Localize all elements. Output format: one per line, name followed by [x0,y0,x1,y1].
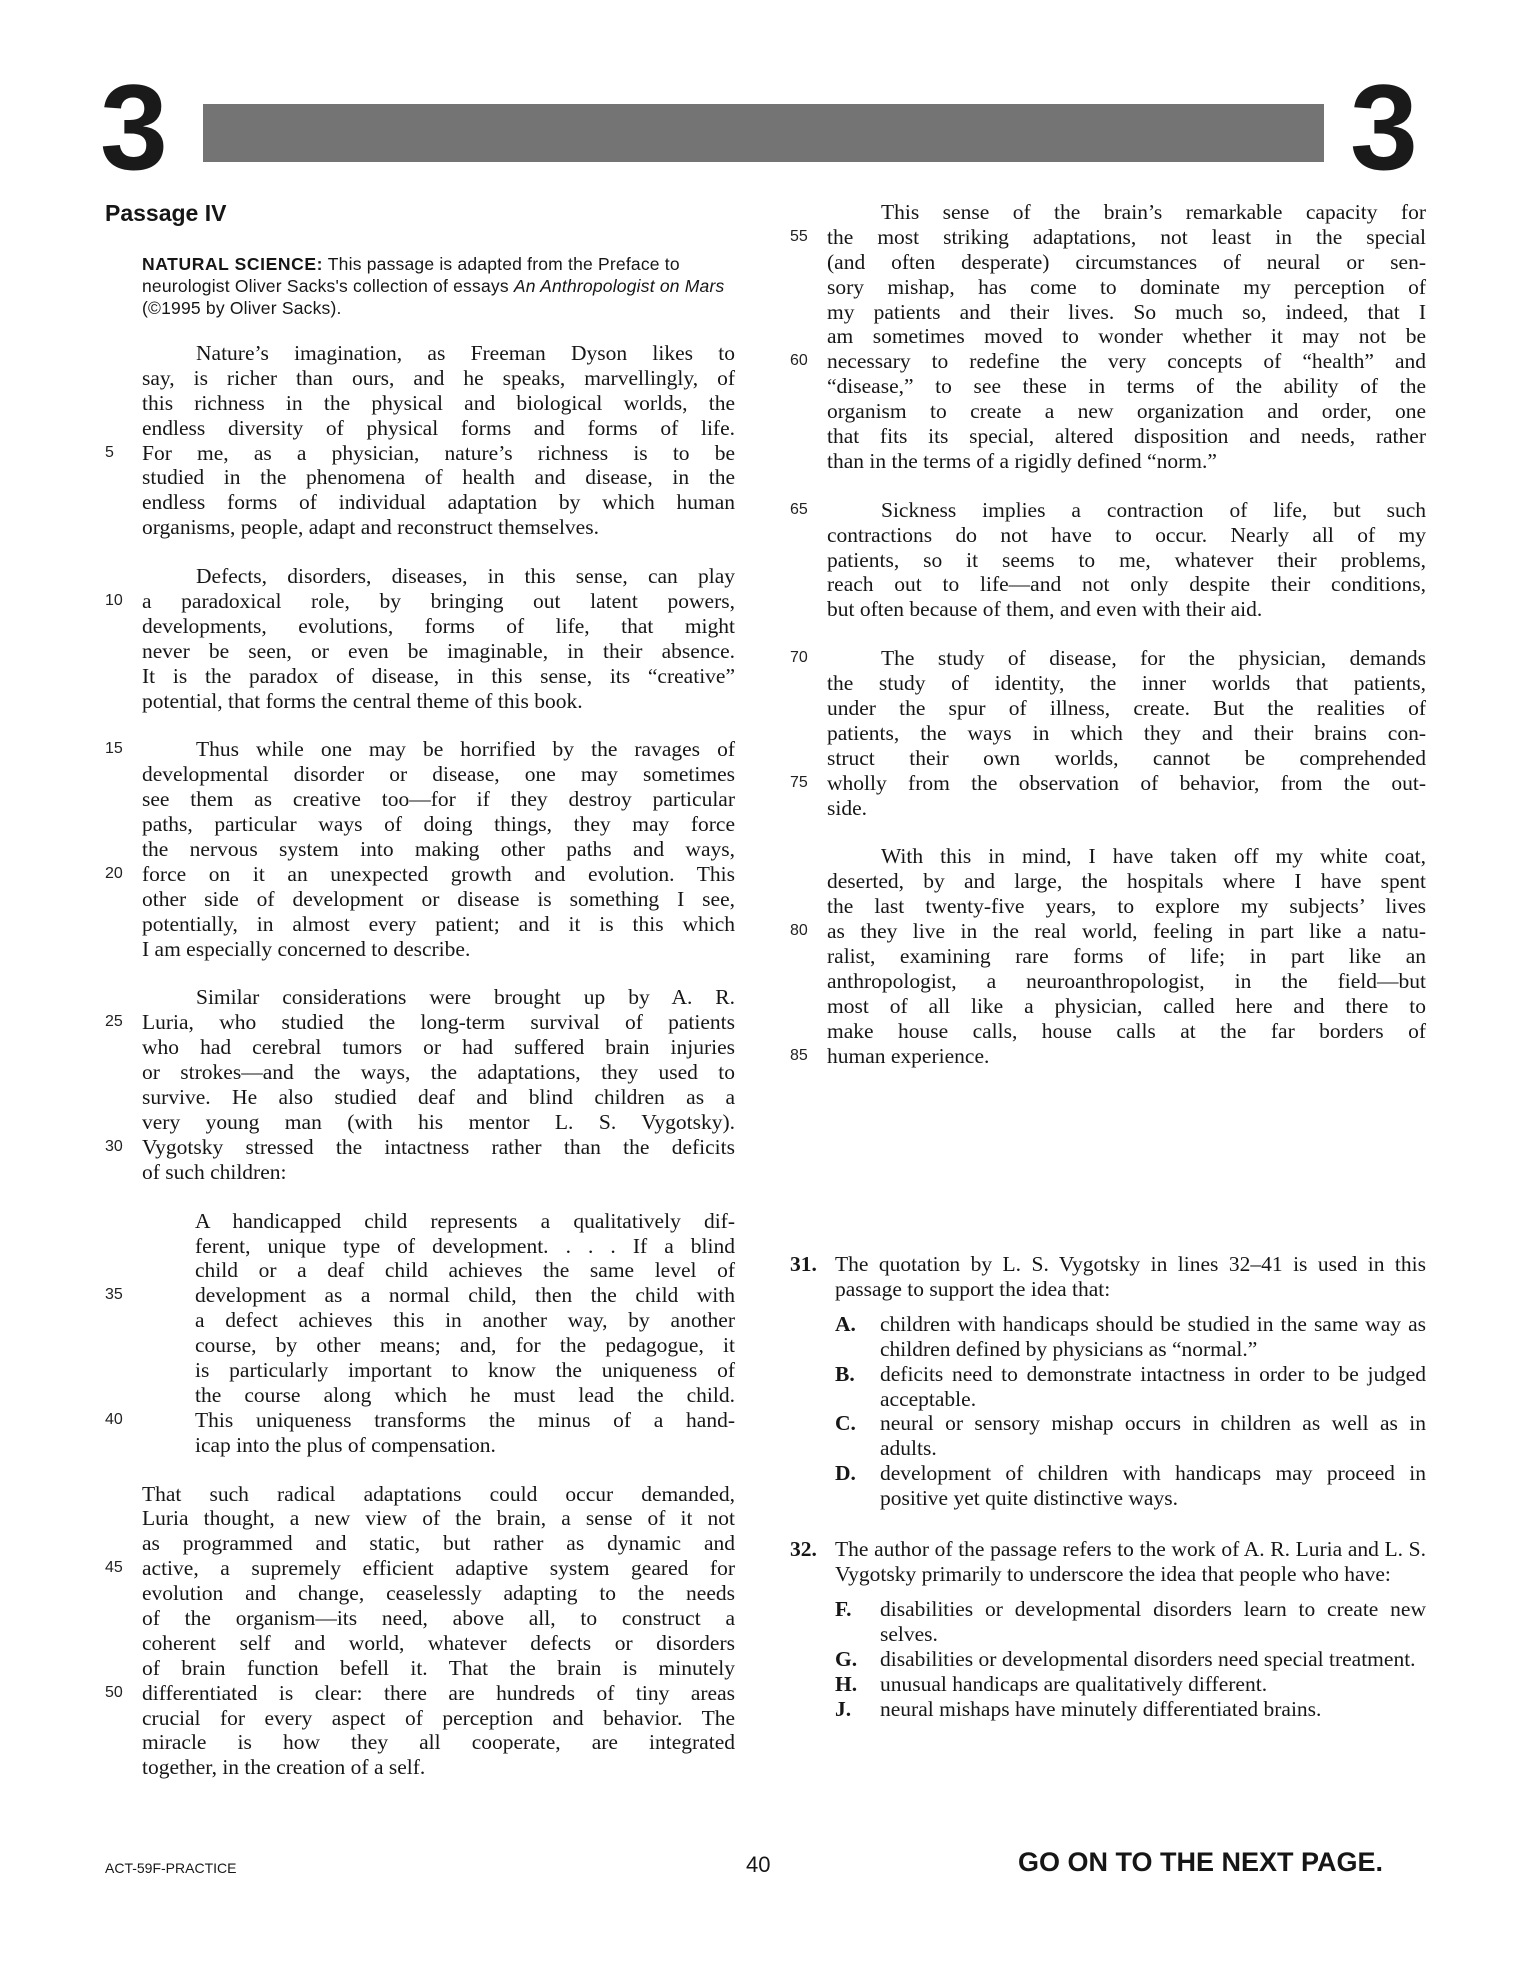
text-line [827,696,1426,721]
line-number: 85 [790,1046,808,1064]
line-text: Vygotsky stressed the intactness rather than the deficits [142,1134,735,1159]
passage-right-text [790,200,1426,1069]
text-line [827,300,1426,325]
answer-options [835,1312,1426,1511]
line-text: a defect achieves this in another way, by another [195,1308,735,1333]
text-line [142,1755,735,1780]
text-line [790,770,1426,796]
text-line [142,1060,735,1085]
line-text: a paradoxical role, by bringing out latent powers, [142,589,735,614]
text-line [827,548,1426,573]
text-line [195,1383,735,1408]
answer-options [835,1597,1426,1722]
line-number: 80 [790,922,808,940]
line-text: coherent self and world, whatever defects or disorders [142,1630,735,1655]
option-letter: J. [835,1696,852,1721]
intro-tail: (©1995 by Oliver Sacks). [142,298,342,318]
line-number: 60 [790,352,808,370]
question-number: 31. [790,1252,817,1276]
text-line [195,1209,735,1234]
line-text: evolution and change, ceaselessly adapting to the needs [142,1581,735,1606]
line-number: 25 [105,1013,123,1031]
text-line [827,1019,1426,1044]
option-text: neural mishaps have minutely differentiated brains. [880,1696,1322,1721]
text-line [142,1531,735,1556]
option-letter: H. [835,1671,858,1696]
text-line [105,1010,735,1035]
paragraph [790,844,1426,1068]
line-text: child or a deaf child achieves the same level of [195,1258,735,1283]
line-text: very young man (with his mentor L. S. Vygotsky). [142,1109,735,1134]
line-text: The study of disease, for the physician, demands [881,646,1426,671]
answer-option-a[interactable] [835,1312,1426,1362]
answer-option-j[interactable] [835,1697,1426,1722]
line-text: For me, as a physician, nature’s richness is to be [142,440,735,465]
line-text: the study of identity, the inner worlds that patients, [827,671,1426,696]
text-line [827,671,1426,696]
text-line [195,1433,735,1458]
line-text: ralist, examining rare forms of life; in part like an [827,944,1426,969]
line-text: force on it an unexpected growth and evolution. This [142,861,735,886]
text-line [827,796,1426,821]
answer-option-g[interactable] [835,1647,1426,1672]
line-text: crucial for every aspect of perception and behavior. The [142,1705,735,1730]
line-number: 10 [105,592,123,610]
line-text: this richness in the physical and biological worlds, the [142,390,735,415]
line-number: 35 [105,1286,123,1304]
line-text: It is the paradox of disease, in this sense, its “creative” [142,663,735,688]
line-text: side. [827,795,868,820]
text-line [827,844,1426,869]
line-text: A handicapped child represents a qualitatively dif- [195,1208,735,1233]
option-letter: D. [835,1461,856,1486]
paragraph [790,646,1426,820]
line-text: patients, the ways in which they and their brains con- [827,720,1426,745]
line-text: who had cerebral tumors or had suffered brain injuries [142,1035,735,1060]
text-line [827,944,1426,969]
section-header-bar [203,104,1324,162]
text-line [142,837,735,862]
passage-left-text [105,341,735,1780]
line-text: say, is richer than ours, and he speaks, marvellingly, of [142,365,735,390]
text-line [142,391,735,416]
text-line [142,366,735,391]
line-text: anthropologist, a neuroanthropologist, in the field—but [827,968,1426,993]
text-line [827,424,1426,449]
line-number: 55 [790,227,808,245]
answer-option-d[interactable] [835,1461,1426,1511]
text-line [142,664,735,689]
text-line [195,1234,735,1259]
line-text: potential, that forms the central theme of this book. [142,688,583,713]
next-page-notice: GO ON TO THE NEXT PAGE. [1018,1847,1384,1877]
answer-option-b[interactable] [835,1362,1426,1412]
text-line [142,937,735,962]
answer-option-f[interactable] [835,1597,1426,1647]
line-text: of such children: [142,1159,287,1184]
questions-section [790,1252,1426,1747]
option-letter: G. [835,1646,858,1671]
text-line [142,887,735,912]
line-number: 15 [105,740,123,758]
text-line [827,746,1426,771]
line-text: paths, particular ways of doing things, they may force [142,812,735,837]
line-number: 30 [105,1137,123,1155]
line-text: the most striking adaptations, not least in the special [827,224,1426,249]
question-31 [790,1252,1426,1511]
text-line [142,689,735,714]
line-text: Nature’s imagination, as Freeman Dyson likes to [196,341,735,365]
answer-option-h[interactable] [835,1672,1426,1697]
option-letter: B. [835,1361,855,1386]
text-line [195,1308,735,1333]
block-quote [105,1209,735,1458]
line-text: Luria thought, a new view of the brain, a sense of it not [142,1506,735,1531]
intro-lead: NATURAL SCIENCE: [142,254,324,274]
text-line [142,1506,735,1531]
text-line [827,250,1426,275]
answer-option-c[interactable] [835,1411,1426,1461]
text-line [827,969,1426,994]
line-text: necessary to redefine the very concepts of “health” and [827,349,1426,374]
text-line [142,1085,735,1110]
text-line [105,440,735,466]
line-text: (and often desperate) circumstances of neural or sen- [827,249,1426,274]
line-text: most of all like a physician, called here and there to [827,993,1426,1018]
page-number: 40 [746,1852,771,1877]
line-text: Similar considerations were brought up by A. R. [196,985,735,1010]
text-line [105,737,735,762]
text-line [105,1680,735,1706]
line-text: With this in mind, I have taken off my white coat, [881,844,1426,869]
line-text: active, a supremely efficient adaptive system geared for [142,1556,735,1581]
text-line [827,374,1426,399]
line-text: together, in the creation of a self. [142,1755,426,1780]
text-line [790,349,1426,374]
option-letter: A. [835,1311,856,1336]
text-line [195,1258,735,1283]
option-text: deficits need to demonstrate intactness in order to be judged acceptable. [880,1361,1426,1411]
line-text: the course along which he must lead the child. [195,1382,735,1407]
line-text: of brain function befell it. That the brain is minutely [142,1655,735,1680]
text-line [105,589,735,614]
line-text: sory mishap, has come to dominate my perception of [827,274,1426,299]
text-line [142,465,735,490]
line-number: 65 [790,500,808,518]
question-text: The author of the passage refers to the work of A. R. Luria and L. S. Vygotsky primarily to underscore the idea that people who have: [835,1537,1426,1586]
line-number: 5 [105,443,114,461]
question-stem [790,1537,1426,1587]
text-line [827,275,1426,300]
paragraph [105,564,735,713]
line-text: the last twenty-five years, to explore my subjects’ lives [827,894,1426,919]
text-line [827,721,1426,746]
text-line [827,523,1426,548]
option-text: children with handicaps should be studied in the same way as children defined by physicians as “normal.” [880,1311,1426,1361]
line-text: wholly from the observation of behavior, from the out- [827,770,1426,795]
line-text: never be seen, or even be imaginable, in their absence. [142,638,735,663]
text-line [142,1606,735,1631]
line-number: 75 [790,773,808,791]
text-line [142,912,735,937]
paragraph [105,1482,735,1781]
line-text: I am especially concerned to describe. [142,936,471,961]
text-line [142,1656,735,1681]
line-number: 50 [105,1683,123,1701]
question-text: The quotation by L. S. Vygotsky in lines 32–41 is used in this passage to support the idea that: [835,1252,1426,1301]
option-text: neural or sensory mishap occurs in children as well as in adults. [880,1411,1426,1461]
line-text: patients, so it seems to me, whatever their problems, [827,547,1426,572]
line-text: potentially, in almost every patient; and it is this which [142,911,735,936]
line-text: deserted, by and large, the hospitals where I have spent [827,869,1426,894]
text-line [790,497,1426,523]
text-line [827,399,1426,424]
line-text: developmental disorder or disease, one may sometimes [142,762,735,787]
text-line [105,1407,735,1433]
line-text: icap into the plus of compensation. [195,1432,496,1457]
intro-book-title: An Anthropologist on Mars [513,276,725,296]
text-line [827,597,1426,622]
line-text: “disease,” to see these in terms of the ability of the [827,374,1426,399]
line-text: That such radical adaptations could occur demanded, [142,1481,735,1506]
section-number-right: 3 [1350,59,1418,195]
text-line [827,324,1426,349]
line-text: make house calls, house calls at the far borders of [827,1018,1426,1043]
line-text: human experience. [827,1043,990,1068]
line-text: than in the terms of a rigidly defined “norm.” [827,448,1217,473]
text-line [142,1035,735,1060]
text-line [827,994,1426,1019]
line-text: organism to create a new organization and order, one [827,399,1426,424]
option-text: disabilities or developmental disorders need special treatment. [880,1646,1416,1671]
line-text: Thus while one may be horrified by the ravages of [196,737,735,762]
text-line [105,1283,735,1308]
paragraph [105,737,735,961]
text-line [142,762,735,787]
line-text: am sometimes moved to wonder whether it may not be [827,324,1426,349]
line-text: the nervous system into making other paths and ways, [142,837,735,862]
line-text: my patients and their lives. So much so, indeed, that I [827,299,1426,324]
line-text: This uniqueness transforms the minus of a hand- [195,1407,735,1432]
text-line [142,341,735,366]
option-text: unusual handicaps are qualitatively different. [880,1671,1268,1696]
intro-text: This passage is adapted from the Preface to neurologist Oliver Sacks's collection of essays [142,254,680,296]
line-text: Luria, who studied the long-term survival of patients [142,1010,735,1035]
passage-right-column [790,200,1426,1093]
paragraph [790,200,1426,474]
text-line [142,985,735,1010]
text-line [142,1110,735,1135]
text-line [142,564,735,589]
line-text: contractions do not have to occur. Nearly all of my [827,522,1426,547]
text-line [827,869,1426,894]
line-text: development as a normal child, then the child with [195,1283,735,1308]
paragraph [790,498,1426,622]
text-line [142,639,735,664]
line-text: organisms, people, adapt and reconstruct themselves. [142,515,599,540]
line-text: ferent, unique type of development. . . . If a blind [195,1233,735,1258]
line-text: under the spur of illness, create. But the realities of [827,696,1426,721]
line-text: see them as creative too—for if they destroy particular [142,787,735,812]
text-line [105,861,735,887]
option-text: development of children with handicaps may proceed in positive yet quite distinctive ways. [880,1461,1426,1511]
option-letter: F. [835,1596,852,1621]
text-line [142,1730,735,1755]
line-text: is particularly important to know the uniqueness of [195,1357,735,1382]
text-line [142,1706,735,1731]
paragraph [105,985,735,1184]
text-line [142,787,735,812]
line-text: or strokes—and the ways, the adaptations, they used to [142,1060,735,1085]
question-32 [790,1537,1426,1721]
line-number: 70 [790,649,808,667]
text-line [142,1631,735,1656]
line-text: course, by other means; and, for the pedagogue, it [195,1333,735,1358]
line-text: struct their own worlds, cannot be comprehended [827,745,1426,770]
paragraph [105,341,735,540]
text-line [195,1358,735,1383]
line-text: endless forms of individual adaptation by which human [142,490,735,515]
footer-code: ACT-59F-PRACTICE [105,1860,237,1876]
text-line [195,1333,735,1358]
text-line [827,572,1426,597]
line-text: differentiated is clear: there are hundreds of tiny areas [142,1680,735,1705]
text-line [827,894,1426,919]
line-number: 45 [105,1559,123,1577]
text-line [790,919,1426,944]
text-line [142,614,735,639]
line-text: endless diversity of physical forms and forms of life. [142,415,735,440]
question-stem [790,1252,1426,1302]
line-text: as they live in the real world, feeling in part like a natu- [827,919,1426,944]
text-line [105,1134,735,1160]
text-line [105,1556,735,1581]
text-line [142,812,735,837]
text-line [142,1482,735,1507]
line-text: of the organism—its need, above all, to construct a [142,1605,735,1630]
passage-title: Passage IV [105,200,227,226]
passage-left-column [105,200,735,1804]
option-text: disabilities or developmental disorders learn to create new selves. [880,1596,1426,1646]
line-number: 40 [105,1410,123,1428]
line-text: but often because of them, and even with their aid. [827,597,1263,622]
line-text: survive. He also studied deaf and blind children as a [142,1085,735,1110]
passage-intro [142,253,735,319]
text-line [790,1043,1426,1069]
line-text: other side of development or disease is something I see, [142,886,735,911]
text-line [827,449,1426,474]
line-number: 20 [105,864,123,882]
line-text: reach out to life—and not only despite their conditions, [827,572,1426,597]
text-line [142,515,735,540]
text-line [142,416,735,441]
text-line [142,1160,735,1185]
line-text: as programmed and static, but rather as dynamic and [142,1531,735,1556]
line-text: This sense of the brain’s remarkable capacity for [881,200,1426,224]
text-line [790,646,1426,671]
text-line [142,490,735,515]
option-letter: C. [835,1411,856,1436]
line-text: studied in the phenomena of health and disease, in the [142,465,735,490]
section-number-left: 3 [100,59,168,195]
text-line [142,1581,735,1606]
line-text: that fits its special, altered disposition and needs, rather [827,424,1426,449]
line-text: developments, evolutions, forms of life, that might [142,613,735,638]
line-text: Sickness implies a contraction of life, but such [881,497,1426,522]
line-text: miracle is how they all cooperate, are integrated [142,1730,735,1755]
question-number: 32. [790,1537,817,1562]
text-line [827,200,1426,225]
text-line [790,224,1426,250]
line-text: Defects, disorders, diseases, in this sense, can play [196,564,735,589]
